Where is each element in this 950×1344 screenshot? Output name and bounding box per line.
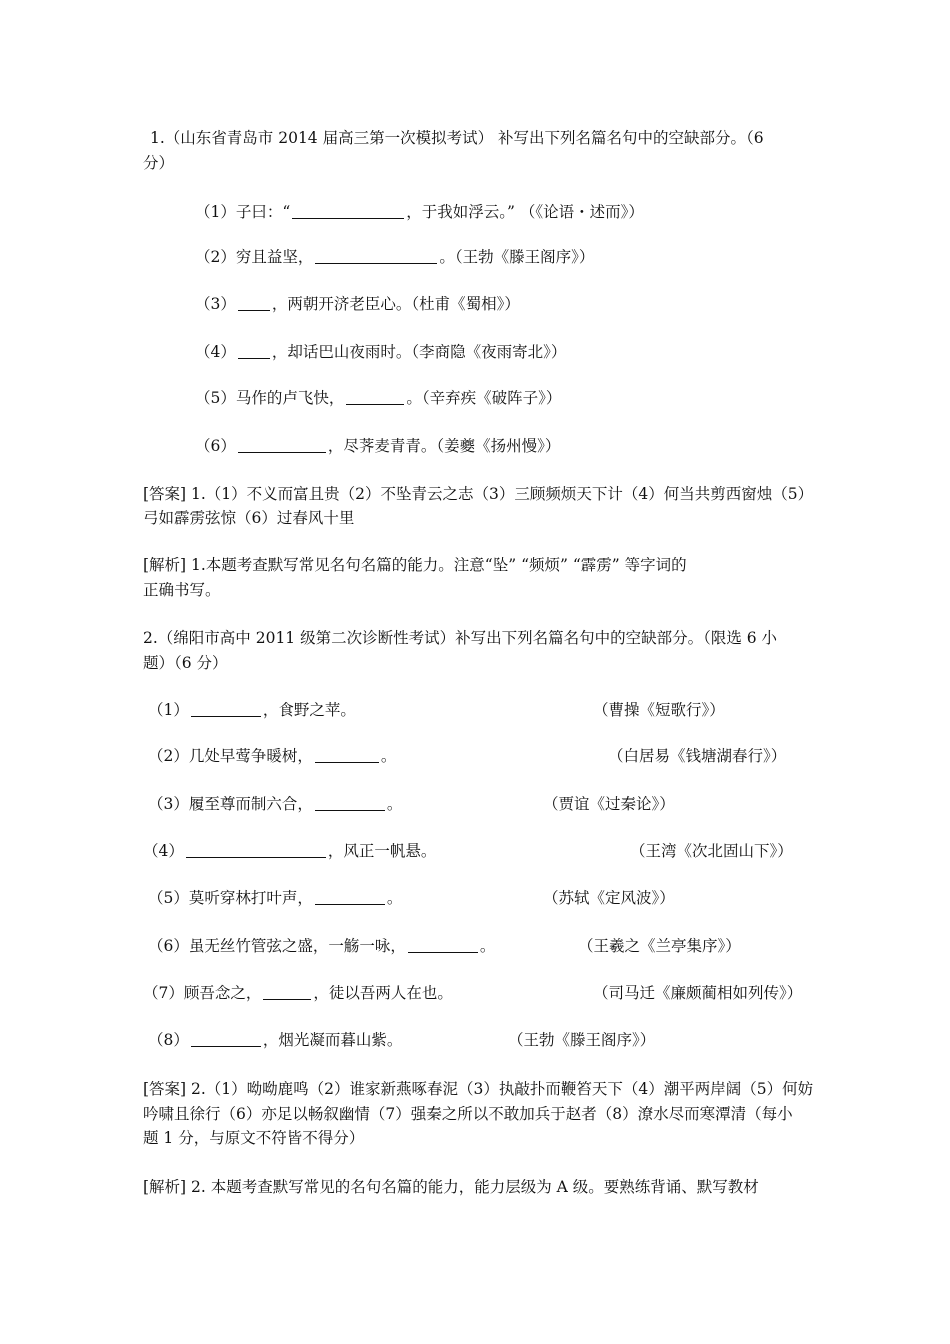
- answer-blank: [315, 890, 385, 905]
- q2-item-7-source: （司马迁《廉颇蔺相如列传》）: [593, 984, 803, 1002]
- answer-blank: [191, 1032, 261, 1047]
- q2-item-3: （3）履至尊而制六合， 。: [148, 795, 403, 813]
- q2-item-1-source: （曹操《短歌行》）: [593, 701, 725, 719]
- answer-blank: [315, 249, 437, 264]
- q2-item-7: （7）顾吾念之， ，徒以吾两人在也。: [143, 984, 453, 1002]
- q2-answer-line3: 题 1 分，与原文不符皆不得分）: [143, 1129, 365, 1147]
- q2-header-line1: 2.（绵阳市高中 2011 级第二次诊断性考试）补写出下列名篇名句中的空缺部分。（限选 6 小: [143, 629, 778, 647]
- q1-item-5: （5）马作的卢飞快， 。（辛弃疾《破阵子》）: [195, 389, 562, 407]
- q1-item-4: （4） ，却话巴山夜雨时。（李商隐《夜雨寄北》）: [195, 343, 567, 361]
- q2-item-5: （5）莫听穿林打叶声， 。: [148, 889, 403, 907]
- answer-blank: [315, 748, 379, 763]
- answer-blank: [238, 344, 270, 359]
- q1-item-3: （3） ，两朝开济老臣心。（杜甫《蜀相》）: [195, 295, 520, 313]
- q1-analysis-line2: 正确书写。: [143, 581, 221, 599]
- answer-blank: [408, 938, 478, 953]
- q1-header-line1: 1.（山东省青岛市 2014 届高三第一次模拟考试） 补写出下列名篇名句中的空缺部分。（6: [150, 129, 764, 147]
- q1-answer-line1: [答案] 1.（1）不义而富且贵（2）不坠青云之志（3）三顾频烦天下计（4）何当共剪西窗烛（5）: [143, 485, 814, 503]
- q2-item-4: （4） ，风正一帆悬。: [143, 842, 437, 860]
- q2-item-1: （1） ，食野之苹。: [148, 701, 356, 719]
- answer-blank: [191, 702, 261, 717]
- q2-item-5-source: （苏轼《定风波》）: [543, 889, 675, 907]
- q1-item-6: （6） ，尽荠麦青青。（姜夔《扬州慢》）: [195, 437, 561, 455]
- q2-analysis-line1: [解析] 2. 本题考查默写常见的名句名篇的能力，能力层级为 A 级。要熟练背诵、默写教材: [143, 1178, 759, 1196]
- q2-answer-line2: 吟啸且徐行（6）亦足以畅叙幽情（7）强秦之所以不敢加兵于赵者（8）潦水尽而寒潭清（每小: [143, 1105, 793, 1123]
- answer-blank: [238, 296, 270, 311]
- q2-item-2-source: （白居易《钱塘湖春行》）: [608, 747, 787, 765]
- q1-answer-line2: 弓如霹雳弦惊（6）过春风十里: [143, 509, 355, 527]
- q2-header-line2: 题）（6 分）: [143, 654, 228, 672]
- q2-item-8: （8） ，烟光凝而暮山紫。: [148, 1031, 403, 1049]
- q1-item-2: （2）穷且益坚， 。（王勃《滕王阁序》）: [195, 248, 595, 266]
- answer-blank: [238, 438, 326, 453]
- q2-item-6-source: （王羲之《兰亭集序》）: [578, 937, 741, 955]
- answer-blank: [292, 204, 404, 219]
- q2-item-6: （6）虽无丝竹管弦之盛，一觞一咏， 。: [148, 937, 496, 955]
- answer-blank: [263, 985, 311, 1000]
- answer-blank: [186, 843, 326, 858]
- q1-item-1: （1）子曰：“ ，于我如浮云。” （《论语・述而》）: [195, 203, 644, 221]
- q2-item-8-source: （王勃《滕王阁序》）: [508, 1031, 656, 1049]
- q1-header-line2: 分）: [143, 154, 175, 172]
- answer-blank: [346, 390, 404, 405]
- q2-answer-line1: [答案] 2.（1）呦呦鹿鸣（2）谁家新燕啄春泥（3）执敲扑而鞭笞天下（4）潮平两岸阔（5）何妨: [143, 1080, 814, 1098]
- q2-item-4-source: （王湾《次北固山下》）: [630, 842, 793, 860]
- q2-item-2: （2）几处早莺争暖树， 。: [148, 747, 397, 765]
- answer-blank: [315, 796, 385, 811]
- q2-item-3-source: （贾谊《过秦论》）: [543, 795, 675, 813]
- q1-analysis-line1: [解析] 1.本题考查默写常见名句名篇的能力。注意“坠” “频烦” “霹雳” 等字词的: [143, 556, 687, 574]
